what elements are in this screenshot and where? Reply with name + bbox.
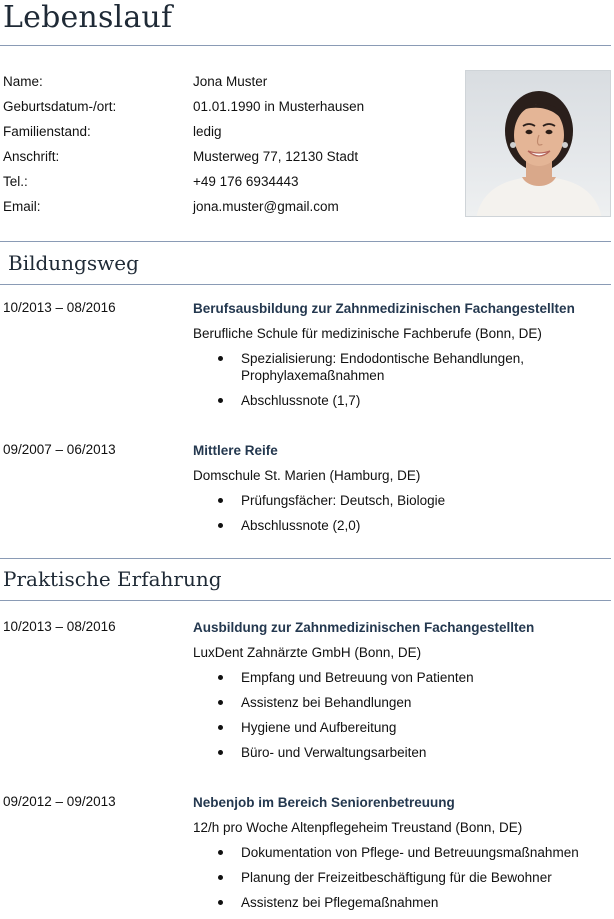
list-item: Abschlussnote (2,0) xyxy=(193,517,603,534)
entry-title: Ausbildung zur Zahnmedizinischen Fachangestellten xyxy=(193,620,535,635)
header-divider xyxy=(0,45,611,46)
personal-value: Musterweg 77, 12130 Stadt xyxy=(193,149,359,164)
entry-bullets xyxy=(193,350,603,409)
section-divider xyxy=(0,600,611,601)
list-item: Abschlussnote (1,7) xyxy=(193,392,603,409)
entry-title: Nebenjob im Bereich Seniorenbetreuung xyxy=(193,795,455,810)
entry-title: Berufsausbildung zur Zahnmedizinischen Fachangestellten xyxy=(193,301,575,316)
personal-value: 01.01.1990 in Musterhausen xyxy=(193,99,365,114)
entry-date: 10/2013 – 08/2016 xyxy=(3,619,116,634)
entry-date: 09/2012 – 09/2013 xyxy=(3,794,116,809)
personal-row-address xyxy=(3,149,453,169)
personal-label: Tel.: xyxy=(3,174,28,189)
personal-row-email xyxy=(3,199,453,219)
list-item: Empfang und Betreuung von Patienten xyxy=(193,669,603,686)
entry-employer: LuxDent Zahnärzte GmbH (Bonn, DE) xyxy=(193,645,422,660)
personal-row-phone xyxy=(3,174,453,194)
personal-label: Email: xyxy=(3,199,41,214)
personal-label: Anschrift: xyxy=(3,149,60,164)
list-item: Spezialisierung: Endodontische Behandlungen, Prophylaxemaßnahmen xyxy=(193,350,603,384)
entry-institution: Berufliche Schule für medizinische Fachberufe (Bonn, DE) xyxy=(193,326,542,341)
entry-date: 10/2013 – 08/2016 xyxy=(3,300,116,315)
list-item: Assistenz bei Behandlungen xyxy=(193,694,603,711)
portrait-illustration xyxy=(466,71,611,217)
list-item: Prüfungsfächer: Deutsch, Biologie xyxy=(193,492,603,509)
email-link[interactable]: jona.muster@gmail.com xyxy=(193,199,339,214)
list-item: Büro- und Verwaltungsarbeiten xyxy=(193,744,603,761)
personal-value: +49 176 6934443 xyxy=(193,174,299,189)
entry-date: 09/2007 – 06/2013 xyxy=(3,442,116,457)
entry-bullets xyxy=(193,669,603,761)
section-title-experience: Praktische Erfahrung xyxy=(3,567,222,591)
personal-label: Familienstand: xyxy=(3,124,91,139)
personal-row-birth xyxy=(3,99,453,119)
entry-employer: 12/h pro Woche Altenpflegeheim Treustand (Bonn, DE) xyxy=(193,820,523,835)
entry-institution: Domschule St. Marien (Hamburg, DE) xyxy=(193,468,421,483)
list-item: Hygiene und Aufbereitung xyxy=(193,719,603,736)
section-divider xyxy=(0,241,611,242)
personal-row-name xyxy=(3,74,453,94)
entry-title: Mittlere Reife xyxy=(193,443,278,458)
entry-bullets xyxy=(193,844,603,911)
section-divider xyxy=(0,284,611,285)
entry-content xyxy=(193,442,603,542)
section-divider xyxy=(0,558,611,559)
personal-label: Geburtsdatum-/ort: xyxy=(3,99,117,114)
profile-photo xyxy=(465,70,611,217)
entry-bullets xyxy=(193,492,603,534)
section-title-education: Bildungsweg xyxy=(8,251,139,275)
list-item: Planung der Freizeitbeschäftigung für die Bewohner xyxy=(193,869,603,886)
personal-value: ledig xyxy=(193,124,222,139)
entry-content xyxy=(193,619,603,769)
personal-value: Jona Muster xyxy=(193,74,268,89)
personal-row-family xyxy=(3,124,453,144)
entry-content xyxy=(193,300,603,417)
list-item: Assistenz bei Pflegemaßnahmen xyxy=(193,894,603,911)
personal-label: Name: xyxy=(3,74,43,89)
page-title: Lebenslauf xyxy=(3,0,173,35)
entry-content xyxy=(193,794,603,919)
list-item: Dokumentation von Pflege- und Betreuungsmaßnahmen xyxy=(193,844,603,861)
